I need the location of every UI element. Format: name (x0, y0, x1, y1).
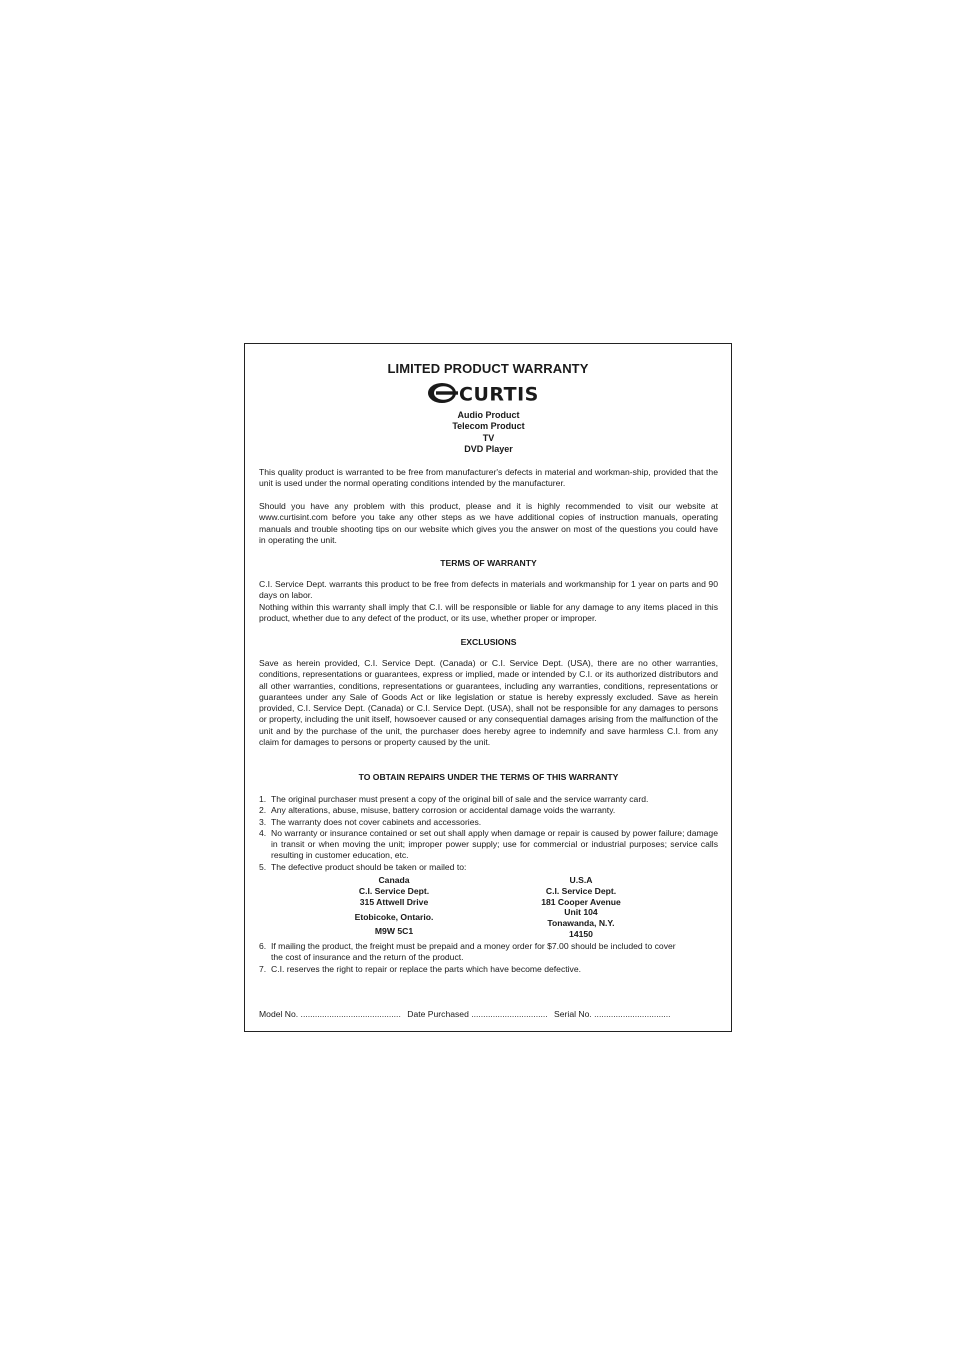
terms-paragraph: C.I. Service Dept. warrants this product to be free from defects in materials and workmanship for 1 year on parts and 90 days on labor. (259, 579, 718, 601)
exclusions-paragraph: Save as herein provided, C.I. Service Dept. (Canada) or C.I. Service Dept. (USA), there are no other warranties, conditions, representations or guarantees, express or implied, made or intended by C.I. or its authorized distributors and all other warranties, conditions, representations or guarantees, including any warranties, conditions, representations or guarantees under any Sale of Goods Act or like legislation or statue is hereby expressly excluded. Save as herein provided, C.I. Service Dept. (Canada) or C.I. Service Dept. (USA), shall not be responsible for any damages to persons or property, including the unit itself, howsoever caused or any consequential damages arising from the malfunction of the unit and by the purchase of the unit, the purchaser does hereby agree to indemnify and save harmless C.I. from any claim for damages to persons or property caused by the unit. (259, 658, 718, 748)
curtis-logo (427, 382, 557, 404)
address-zip: 14150 (569, 928, 593, 939)
repair-steps-list (259, 794, 718, 873)
product-list (259, 410, 718, 455)
list-item: 1. The original purchaser must present a copy of the original bill of sale and the service warranty card. (259, 794, 649, 804)
address-unit: Unit 104 (564, 907, 598, 918)
product-item: TV (482, 432, 495, 443)
terms-heading: TERMS OF WARRANTY (440, 558, 537, 568)
product-item: DVD Player (464, 443, 513, 454)
serial-number-field: Serial No. ................................ (554, 1009, 671, 1019)
liability-paragraph: Nothing within this warranty shall imply that C.I. will be responsible or liable for any damage to any items placed in this product, whether due to any defect of the product, or its use, whether proper or improper. (259, 602, 718, 624)
list-item: 4. No warranty or insurance contained or set out shall apply when damage or repair is caused by power failure; damage in transit or when moving the unit; improper power supply; use for commercial or industrial purposes; service calls resulting in customer education, etc. (259, 827, 718, 861)
brand-wordmark: CURTIS (459, 383, 539, 404)
list-item: 7. C.I. reserves the right to repair or replace the parts which have become defective. (259, 963, 582, 974)
list-item: 5. The defective product should be taken or mailed to: (259, 861, 467, 872)
list-item: 6. If mailing the product, the freight must be prepaid and a money order for $7.00 should be included to cover the cost of insurance and the return of the product. (259, 941, 676, 963)
canada-address (314, 875, 474, 937)
warranty-title: LIMITED PRODUCT WARRANTY (387, 361, 589, 376)
repairs-heading: TO OBTAIN REPAIRS UNDER THE TERMS OF THIS WARRANTY (358, 772, 619, 782)
date-purchased-field: Date Purchased ................................ (407, 1009, 548, 1019)
address-city: Tonawanda, N.Y. (547, 918, 615, 929)
address-city: Etobicoke, Ontario. (354, 911, 434, 922)
address-dept: C.I. Service Dept. (545, 885, 617, 896)
address-country: U.S.A (569, 875, 593, 885)
product-item: Audio Product (457, 410, 520, 420)
warranty-card (244, 343, 732, 1032)
address-dept: C.I. Service Dept. (358, 886, 430, 897)
address-country: Canada (378, 875, 410, 885)
product-item: Telecom Product (452, 421, 525, 432)
address-postal: M9W 5C1 (374, 925, 414, 936)
usa-address (501, 875, 661, 940)
address-street: 315 Attwell Drive (359, 897, 429, 908)
address-street: 181 Cooper Avenue (541, 896, 621, 907)
intro-paragraph: This quality product is warranted to be free from manufacturer's defects in material and workman-ship, provided that the unit is used under the normal operating conditions intended by the manufacturer. (259, 467, 718, 489)
list-item: 3. The warranty does not cover cabinets and accessories. (259, 816, 482, 827)
list-item: 2. Any alterations, abuse, misuse, battery corrosion or accidental damage voids the warranty. (259, 805, 616, 816)
repair-steps-list-continued (259, 941, 718, 975)
model-number-field: Model No. .......................................... (259, 1009, 401, 1019)
exclusions-heading: EXCLUSIONS (460, 637, 517, 647)
website-paragraph: Should you have any problem with this product, please and it is highly recommended to visit our website at www.curtisint.com before you take any other steps as we have additional copies of instruction manuals, operating manuals and trouble shooting tips on our website which gives you the answer on most of the questions you could have in operating the unit. (259, 501, 718, 545)
purchase-info-row (259, 1009, 718, 1019)
